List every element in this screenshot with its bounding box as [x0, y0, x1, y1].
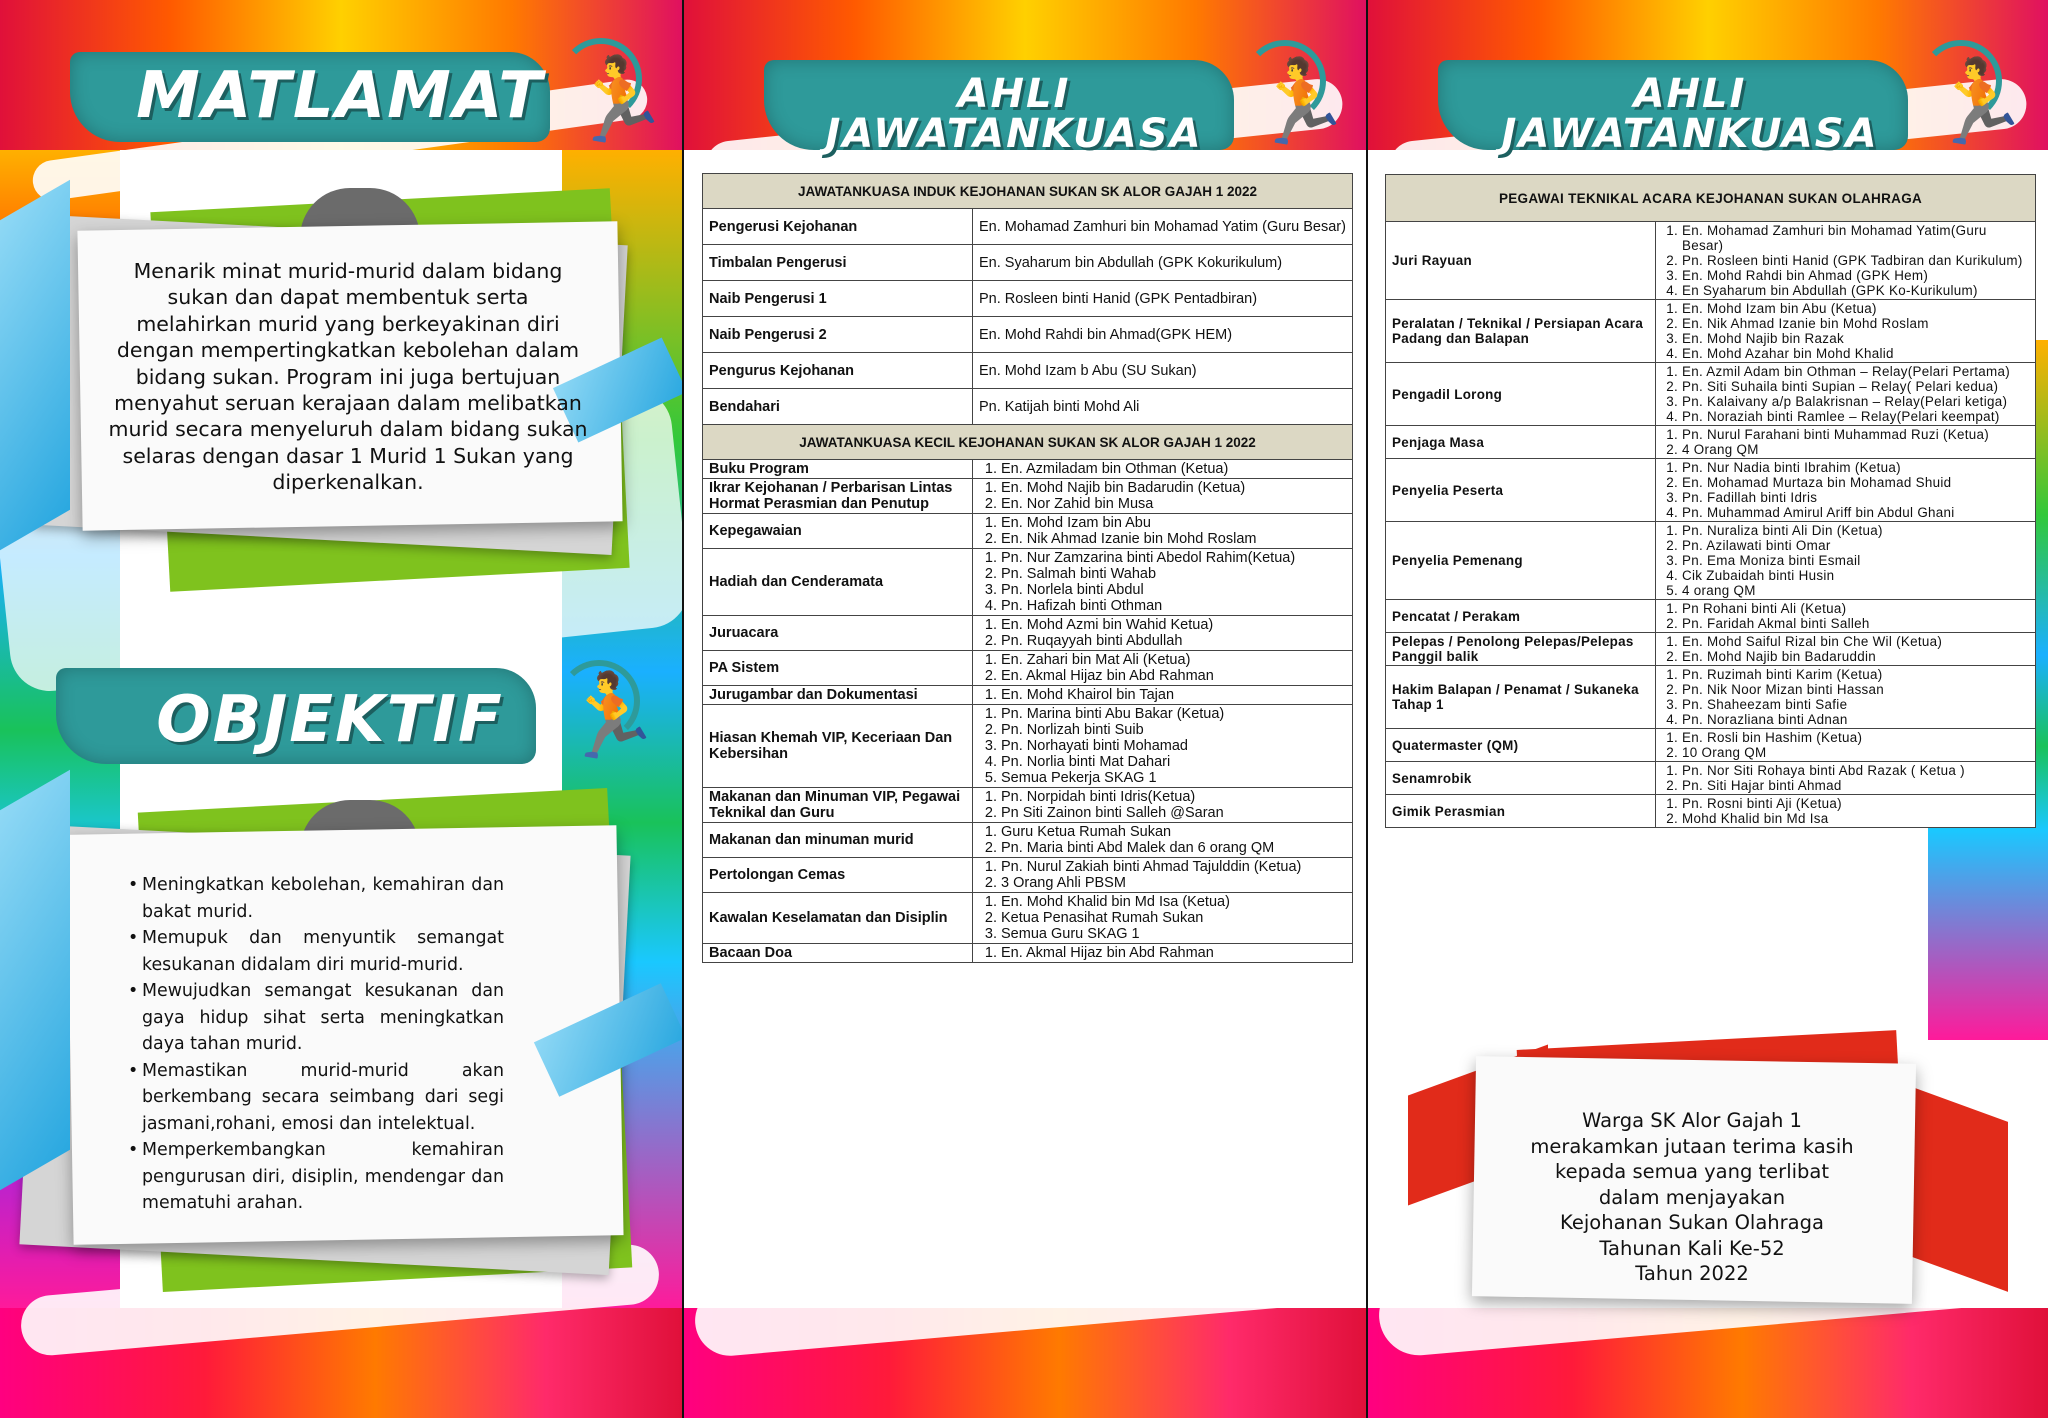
names-list: [979, 859, 1346, 891]
name-item: 1. En. Mohd Izam bin Abu: [1001, 515, 1346, 531]
table-row: [1386, 666, 2036, 729]
name-item: 2. 4 Orang QM: [1682, 442, 2029, 457]
name-item: 2. Pn. Azilawati binti Omar: [1682, 538, 2029, 553]
names-cell: [973, 549, 1353, 616]
table-row: [703, 893, 1353, 944]
name-item: 3. Pn. Ema Moniza binti Esmail: [1682, 553, 2029, 568]
names-cell: [973, 944, 1353, 963]
table-row: [1386, 600, 2036, 633]
role-cell: Penyelia Pemenang: [1386, 522, 1656, 600]
table-row: [1386, 795, 2036, 828]
table-row: [1386, 729, 2036, 762]
names-cell: En. Mohd Izam b Abu (SU Sukan): [973, 353, 1353, 389]
names-cell: [973, 823, 1353, 858]
name-item: 3. Pn. Fadillah binti Idris: [1682, 490, 2029, 505]
objektif-item: • Mewujudkan semangat kesukanan dan gaya hidup sihat serta meningkatkan daya tahan murid.: [128, 978, 504, 1058]
names-cell: [1656, 522, 2036, 600]
names-cell: [1656, 633, 2036, 666]
names-list: [979, 550, 1346, 614]
objektif-item: • Memupuk dan menyuntik semangat kesukanan didalam diri murid-murid.: [128, 925, 504, 978]
table-row: [703, 705, 1353, 788]
names-cell: [973, 460, 1353, 479]
table-row: [703, 245, 1353, 281]
name-item: 4. Pn. Norazliana binti Adnan: [1682, 712, 2029, 727]
table-jawatankuasa-induk-kecil: [702, 173, 1353, 963]
names-list: [1662, 301, 2029, 361]
table-section-header: PEGAWAI TEKNIKAL ACARA KEJOHANAN SUKAN OLAHRAGA: [1386, 175, 2036, 222]
names-cell: [973, 686, 1353, 705]
name-item: 1. Pn. Norpidah binti Idris(Ketua): [1001, 789, 1346, 805]
names-cell: [973, 893, 1353, 944]
name-item: 4. Pn. Noraziah binti Ramlee – Relay(Pelari keempat): [1682, 409, 2029, 424]
names-list: [1662, 667, 2029, 727]
role-cell: Hakim Balapan / Penamat / Sukaneka Tahap 1: [1386, 666, 1656, 729]
names-list: [979, 515, 1346, 547]
names-cell: [1656, 222, 2036, 300]
names-list: [1662, 460, 2029, 520]
name-item: 1. En. Rosli bin Hashim (Ketua): [1682, 730, 2029, 745]
names-list: [1662, 223, 2029, 298]
running-man-icon: 🏃: [1928, 57, 2031, 148]
name-item: 2. En. Nor Zahid bin Musa: [1001, 496, 1346, 512]
name-item: 2. 10 Orang QM: [1682, 745, 2029, 760]
name-item: 2. Pn. Nik Noor Mizan binti Hassan: [1682, 682, 2029, 697]
names-cell: [973, 514, 1353, 549]
name-item: 1. Pn Rohani binti Ali (Ketua): [1682, 601, 2029, 616]
name-item: 2. Pn. Siti Suhaila binti Supian – Relay( Pelari kedua): [1682, 379, 2029, 394]
names-cell: [1656, 426, 2036, 459]
name-item: 1. En. Azmiladam bin Othman (Ketua): [1001, 461, 1346, 477]
name-item: 1. En. Mohd Khalid bin Md Isa (Ketua): [1001, 894, 1346, 910]
table-row: [703, 549, 1353, 616]
names-cell: [1656, 363, 2036, 426]
role-cell: Buku Program: [703, 460, 973, 479]
names-cell: [1656, 729, 2036, 762]
names-list: [979, 461, 1346, 477]
name-item: 4. En. Mohd Azahar bin Mohd Khalid: [1682, 346, 2029, 361]
role-cell: Pertolongan Cemas: [703, 858, 973, 893]
role-cell: Makanan dan minuman murid: [703, 823, 973, 858]
names-list: [1662, 427, 2029, 457]
role-cell: Senamrobik: [1386, 762, 1656, 795]
role-cell: Pengerusi Kejohanan: [703, 209, 973, 245]
name-item: 3. Pn. Norhayati binti Mohamad: [1001, 738, 1346, 754]
name-item: 2. Mohd Khalid bin Md Isa: [1682, 811, 2029, 826]
role-cell: Bacaan Doa: [703, 944, 973, 963]
table-row: [1386, 522, 2036, 600]
names-cell: [1656, 762, 2036, 795]
name-item: 1. Guru Ketua Rumah Sukan: [1001, 824, 1346, 840]
name-item: 2. Pn. Salmah binti Wahab: [1001, 566, 1346, 582]
table-row: [703, 281, 1353, 317]
name-item: 1. Pn. Nurul Zakiah binti Ahmad Tajulddin (Ketua): [1001, 859, 1346, 875]
name-item: 2. Pn. Faridah Akmal binti Salleh: [1682, 616, 2029, 631]
names-cell: [1656, 300, 2036, 363]
panel-matlamat-objektif: [0, 0, 682, 1418]
role-cell: Kepegawaian: [703, 514, 973, 549]
role-cell: Penyelia Peserta: [1386, 459, 1656, 522]
name-item: 2. Pn. Rosleen binti Hanid (GPK Tadbiran dan Kurikulum): [1682, 253, 2029, 268]
names-cell: [1656, 600, 2036, 633]
name-item: 3. Pn. Norlela binti Abdul: [1001, 582, 1346, 598]
table-row: [703, 514, 1353, 549]
role-cell: Naib Pengerusi 1: [703, 281, 973, 317]
table-row: [703, 823, 1353, 858]
name-item: 2. Pn. Norlizah binti Suib: [1001, 722, 1346, 738]
table-row: [703, 209, 1353, 245]
names-list: [1662, 730, 2029, 760]
names-cell: Pn. Rosleen binti Hanid (GPK Pentadbiran): [973, 281, 1353, 317]
names-list: [979, 480, 1346, 512]
table-row: [703, 317, 1353, 353]
thanks-line: Kejohanan Sukan Olahraga: [1560, 1211, 1824, 1234]
name-item: 1. En. Mohd Khairol bin Tajan: [1001, 687, 1346, 703]
name-item: 4. Cik Zubaidah binti Husin: [1682, 568, 2029, 583]
name-item: 3. Semua Guru SKAG 1: [1001, 926, 1346, 942]
name-item: 2. Ketua Penasihat Rumah Sukan: [1001, 910, 1346, 926]
blue-ribbon: [0, 180, 70, 550]
names-cell: [973, 479, 1353, 514]
table-row: [1386, 426, 2036, 459]
name-item: 4. Pn. Muhammad Amirul Ariff bin Abdul Ghani: [1682, 505, 2029, 520]
names-cell: [973, 616, 1353, 651]
table-row: [703, 788, 1353, 823]
role-cell: Timbalan Pengerusi: [703, 245, 973, 281]
names-list: [1662, 634, 2029, 664]
name-item: 1. En. Zahari bin Mat Ali (Ketua): [1001, 652, 1346, 668]
title-matlamat: MATLAMAT: [136, 59, 544, 133]
table-row: [703, 460, 1353, 479]
table-section-header: JAWATANKUASA INDUK KEJOHANAN SUKAN SK ALOR GAJAH 1 2022: [703, 174, 1353, 209]
role-cell: Pelepas / Penolong Pelepas/Pelepas Panggil balik: [1386, 633, 1656, 666]
name-item: 4. Pn. Norlia binti Mat Dahari: [1001, 754, 1346, 770]
name-item: 1. En. Azmil Adam bin Othman – Relay(Pelari Pertama): [1682, 364, 2029, 379]
names-cell: [973, 788, 1353, 823]
name-item: 2. 3 Orang Ahli PBSM: [1001, 875, 1346, 891]
role-cell: Pencatat / Perakam: [1386, 600, 1656, 633]
running-man-icon: 🏃: [1250, 57, 1353, 148]
name-item: 1. Pn. Nurul Farahani binti Muhammad Ruzi (Ketua): [1682, 427, 2029, 442]
name-item: 1. En. Mohd Najib bin Badarudin (Ketua): [1001, 480, 1346, 496]
role-cell: Kawalan Keselamatan dan Disiplin: [703, 893, 973, 944]
name-item: 2. En. Akmal Hijaz bin Abd Rahman: [1001, 668, 1346, 684]
objektif-item: • Memperkembangkan kemahiran pengurusan diri, disiplin, mendengar dan mematuhi arahan.: [128, 1137, 504, 1217]
names-list: [979, 687, 1346, 703]
names-list: [1662, 763, 2029, 793]
name-item: 4. Pn. Hafizah binti Othman: [1001, 598, 1346, 614]
name-item: 1. Pn. Nur Nadia binti Ibrahim (Ketua): [1682, 460, 2029, 475]
name-item: 1. Pn. Ruzimah binti Karim (Ketua): [1682, 667, 2029, 682]
thanks-line: Warga SK Alor Gajah 1: [1582, 1109, 1802, 1132]
table-row: [1386, 300, 2036, 363]
title-ahli-jawatankuasa: [1460, 71, 1920, 157]
role-cell: Ikrar Kejohanan / Perbarisan Lintas Hormat Perasmian dan Penutup: [703, 479, 973, 514]
name-item: 3. Pn. Shaheezam binti Safie: [1682, 697, 2029, 712]
role-cell: PA Sistem: [703, 651, 973, 686]
names-cell: [1656, 795, 2036, 828]
names-list: [979, 652, 1346, 684]
running-man-icon: 🏃: [560, 671, 663, 762]
objektif-item: • Meningkatkan kebolehan, kemahiran dan bakat murid.: [128, 872, 504, 925]
name-item: 1. Pn. Nuraliza binti Ali Din (Ketua): [1682, 523, 2029, 538]
table-row: [1386, 762, 2036, 795]
thanks-line: merakamkan jutaan terima kasih: [1530, 1134, 1854, 1158]
names-list: [1662, 523, 2029, 598]
name-item: 2. Pn Siti Zainon binti Salleh @Saran: [1001, 805, 1346, 821]
name-item: 2. En. Nik Ahmad Izanie bin Mohd Roslam: [1001, 531, 1346, 547]
table-row: [703, 616, 1353, 651]
table-row: [703, 944, 1353, 963]
table-row: [1386, 633, 2036, 666]
name-item: 3. En. Mohd Rahdi bin Ahmad (GPK Hem): [1682, 268, 2029, 283]
names-list: [1662, 601, 2029, 631]
role-cell: Jurugambar dan Dokumentasi: [703, 686, 973, 705]
names-list: [1662, 796, 2029, 826]
objektif-list: [128, 872, 504, 1217]
role-cell: Pengadil Lorong: [1386, 363, 1656, 426]
names-cell: [973, 651, 1353, 686]
name-item: 1. En. Mohamad Zamhuri bin Mohamad Yatim(Guru Besar): [1682, 223, 2029, 253]
role-cell: Hiasan Khemah VIP, Keceriaan Dan Kebersihan: [703, 705, 973, 788]
title-line: AHLI: [957, 71, 1071, 117]
names-cell: En. Mohamad Zamhuri bin Mohamad Yatim (Guru Besar): [973, 209, 1353, 245]
role-cell: Naib Pengerusi 2: [703, 317, 973, 353]
role-cell: Bendahari: [703, 389, 973, 425]
thanks-line: Tahun 2022: [1635, 1262, 1749, 1285]
names-list: [979, 617, 1346, 649]
table-row: [703, 651, 1353, 686]
objektif-item: • Memastikan murid-murid akan berkembang secara seimbang dari segi jasmani,rohani, emosi dan intelektual.: [128, 1058, 504, 1138]
name-item: 1. Pn. Nor Siti Rohaya binti Abd Razak ( Ketua ): [1682, 763, 2029, 778]
name-item: 2. Pn. Siti Hajar binti Ahmad: [1682, 778, 2029, 793]
name-item: 5. 4 orang QM: [1682, 583, 2029, 598]
names-list: [979, 824, 1346, 856]
table-pegawai-teknikal: [1385, 174, 2036, 828]
name-item: 1. En. Mohd Izam bin Abu (Ketua): [1682, 301, 2029, 316]
name-item: 3. Pn. Kalaivany a/p Balakrisnan – Relay(Pelari ketiga): [1682, 394, 2029, 409]
title-line: AHLI: [1633, 71, 1747, 117]
names-cell: [1656, 459, 2036, 522]
names-cell: En. Syaharum bin Abdullah (GPK Kokurikulum): [973, 245, 1353, 281]
role-cell: Penjaga Masa: [1386, 426, 1656, 459]
names-list: [979, 894, 1346, 942]
name-item: 1. Pn. Marina binti Abu Bakar (Ketua): [1001, 706, 1346, 722]
name-item: 4. En Syaharum bin Abdullah (GPK Ko-Kurikulum): [1682, 283, 2029, 298]
name-item: 5. Semua Pekerja SKAG 1: [1001, 770, 1346, 786]
names-cell: En. Mohd Rahdi bin Ahmad(GPK HEM): [973, 317, 1353, 353]
name-item: 1. En. Akmal Hijaz bin Abd Rahman: [1001, 945, 1346, 961]
names-cell: [973, 858, 1353, 893]
table-header-row: [1386, 175, 2036, 222]
role-cell: Makanan dan Minuman VIP, Pegawai Teknikal dan Guru: [703, 788, 973, 823]
blue-ribbon: [0, 770, 70, 1190]
role-cell: Gimik Perasmian: [1386, 795, 1656, 828]
name-item: 1. En. Mohd Saiful Rizal bin Che Wil (Ketua): [1682, 634, 2029, 649]
thanks-message: [1472, 1108, 1912, 1287]
table-row: [1386, 459, 2036, 522]
role-cell: Juruacara: [703, 616, 973, 651]
table-row: [1386, 363, 2036, 426]
table-section-header: JAWATANKUASA KECIL KEJOHANAN SUKAN SK ALOR GAJAH 1 2022: [703, 425, 1353, 460]
running-man-icon: 🏃: [568, 55, 671, 146]
name-item: 2. Pn. Ruqayyah binti Abdullah: [1001, 633, 1346, 649]
title-ahli-jawatankuasa: [784, 71, 1244, 157]
role-cell: Hadiah dan Cenderamata: [703, 549, 973, 616]
title-line: JAWATANKUASA: [825, 111, 1203, 157]
names-list: [979, 945, 1346, 961]
names-cell: Pn. Katijah binti Mohd Ali: [973, 389, 1353, 425]
name-item: 1. En. Mohd Azmi bin Wahid Ketua): [1001, 617, 1346, 633]
table-row: [703, 858, 1353, 893]
names-list: [979, 789, 1346, 821]
names-list: [979, 706, 1346, 786]
role-cell: Juri Rayuan: [1386, 222, 1656, 300]
names-list: [1662, 364, 2029, 424]
table-row: [703, 389, 1353, 425]
name-item: 1. Pn. Rosni binti Aji (Ketua): [1682, 796, 2029, 811]
thanks-line: dalam menjayakan: [1598, 1185, 1786, 1209]
name-item: 2. En. Mohamad Murtaza bin Mohamad Shuid: [1682, 475, 2029, 490]
title-line: JAWATANKUASA: [1501, 111, 1879, 157]
table-row: [703, 353, 1353, 389]
thanks-line: kepada semua yang terlibat: [1555, 1160, 1829, 1183]
table-header-row: [703, 425, 1353, 460]
role-cell: Pengurus Kejohanan: [703, 353, 973, 389]
matlamat-text: Menarik minat murid-murid dalam bidang sukan dan dapat membentuk serta melahirkan murid yang berkeyakinan diri dengan mempertingkatkan kebolehan dalam bidang sukan. Program ini juga bertujuan menyahut seruan kerajaan dalam melibatkan murid secara menyeluruh dalam bidang sukan selaras dengan dasar 1 Murid 1 Sukan yang diperkenalkan.: [108, 259, 588, 495]
table-row: [703, 479, 1353, 514]
thanks-line: Tahunan Kali Ke-52: [1599, 1236, 1785, 1260]
name-item: 2. Pn. Maria binti Abd Malek dan 6 orang QM: [1001, 840, 1346, 856]
names-cell: [973, 705, 1353, 788]
table-row: [703, 686, 1353, 705]
role-cell: Quatermaster (QM): [1386, 729, 1656, 762]
name-item: 2. En. Nik Ahmad Izanie bin Mohd Roslam: [1682, 316, 2029, 331]
name-item: 2. En. Mohd Najib bin Badaruddin: [1682, 649, 2029, 664]
title-objektif: OBJEKTIF: [156, 683, 504, 757]
names-cell: [1656, 666, 2036, 729]
name-item: 1. Pn. Nur Zamzarina binti Abedol Rahim(Ketua): [1001, 550, 1346, 566]
role-cell: Peralatan / Teknikal / Persiapan Acara Padang dan Balapan: [1386, 300, 1656, 363]
table-row: [1386, 222, 2036, 300]
name-item: 3. En. Mohd Najib bin Razak: [1682, 331, 2029, 346]
table-header-row: [703, 174, 1353, 209]
